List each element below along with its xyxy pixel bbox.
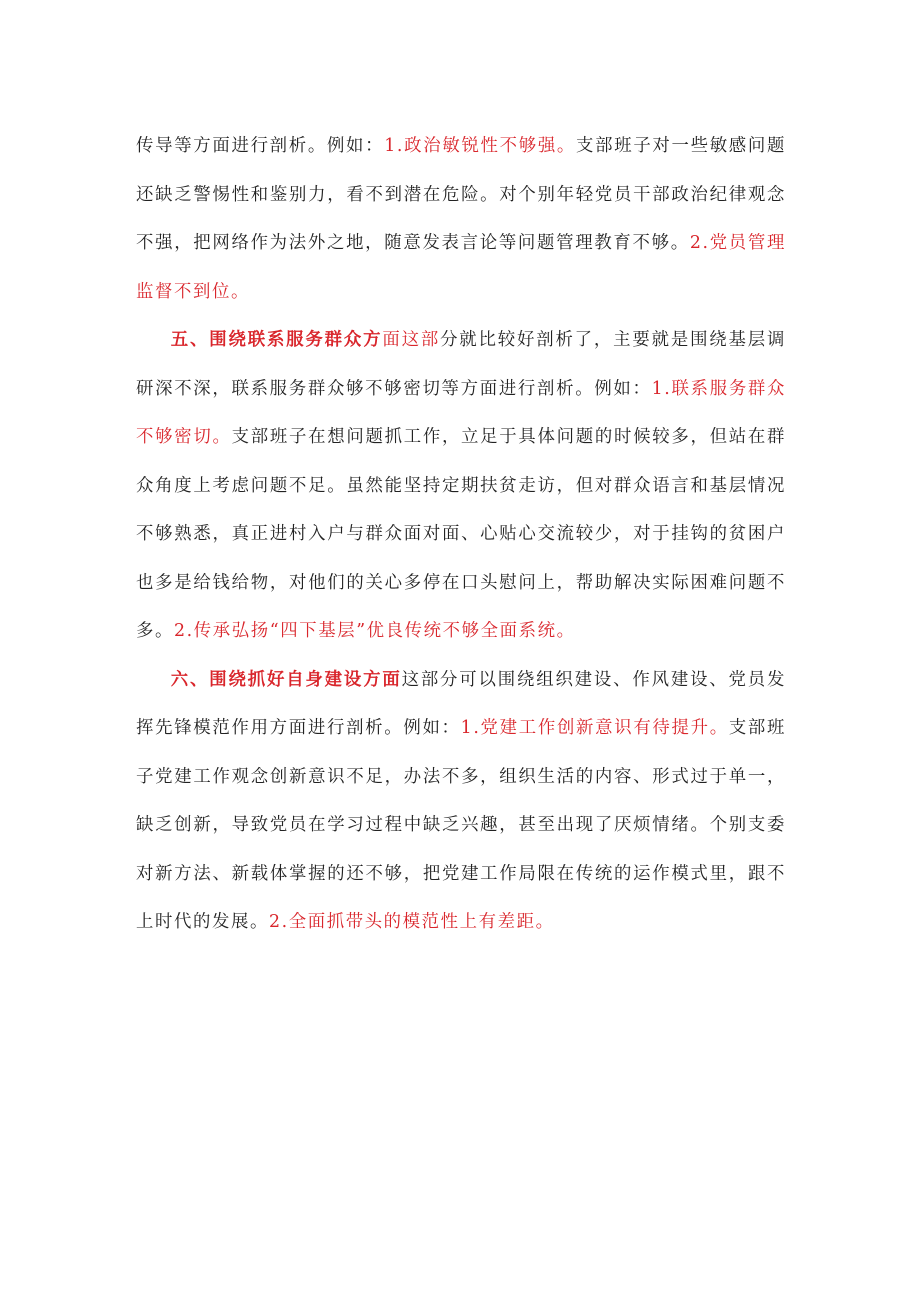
text-run: 支部班子党建工作观念创新意识不足，办法不多，组织生活的内容、形式过于单一，缺乏创新，导致党员在学习过程中缺乏兴趣，甚至出现了厌烦情绪。个别支委对新方法、新载体掌握的还不够，把党建工作局限在传统的运作模式里，跟不上时代的发展。 bbox=[136, 718, 787, 932]
highlight-point-2: 2.传承弘扬“四下基层”优良传统不够全面系统。 bbox=[173, 621, 576, 641]
text-run: 分就比较好剖析了，主要就是围绕基层调研深不深，联系服务群众够不够密切等方面进行剖析。例如： bbox=[136, 330, 786, 399]
text-run: 传导等方面进行剖析。例如： bbox=[136, 136, 385, 156]
text-run: 支部班子在想问题抓工作，立足于具体问题的时候较多，但站在群众角度上考虑问题不足。虽然能坚持定期扶贫走访，但对群众语言和基层情况不够熟悉，真正进村入户与群众面对面、心贴心交流较少，对于挂钩的贫困户也多是给钱给物，对他们的关心多停在口头慰问上，帮助解决实际困难问题不多。 bbox=[136, 427, 786, 641]
text-run: 支部班子对一些敏感问题还缺乏警惕性和鉴别力，看不到潜在危险。对个别年轻党员干部政治纪律观念不强，把网络作为法外之地，随意发表言论等问题管理教育不够。 bbox=[136, 136, 786, 253]
paragraph-section-five bbox=[136, 316, 786, 656]
paragraph-political-analysis bbox=[136, 122, 786, 316]
highlight-point-2: 2.全面抓带头的模范性上有差距。 bbox=[268, 912, 555, 932]
highlight-point-1: 1.联系服务群众不够密切。 bbox=[136, 378, 786, 447]
paragraph-section-six bbox=[136, 656, 786, 947]
section-heading-five: 五、围绕联系服务群众方 bbox=[170, 330, 383, 350]
highlight-point-1: 1.政治敏锐性不够强。 bbox=[384, 136, 577, 156]
highlight-point-2: 2.党员管理监督不到位。 bbox=[136, 233, 786, 302]
highlight-point-1: 1.党建工作创新意识有待提升。 bbox=[460, 718, 729, 738]
section-heading-five-tail: 面这部 bbox=[382, 330, 441, 350]
text-run: 这部分可以围绕组织建设、作风建设、党员发挥先锋模范作用方面进行剖析。例如： bbox=[136, 669, 786, 738]
document-body bbox=[136, 122, 786, 947]
section-heading-six: 六、围绕抓好自身建设方面 bbox=[170, 669, 402, 690]
